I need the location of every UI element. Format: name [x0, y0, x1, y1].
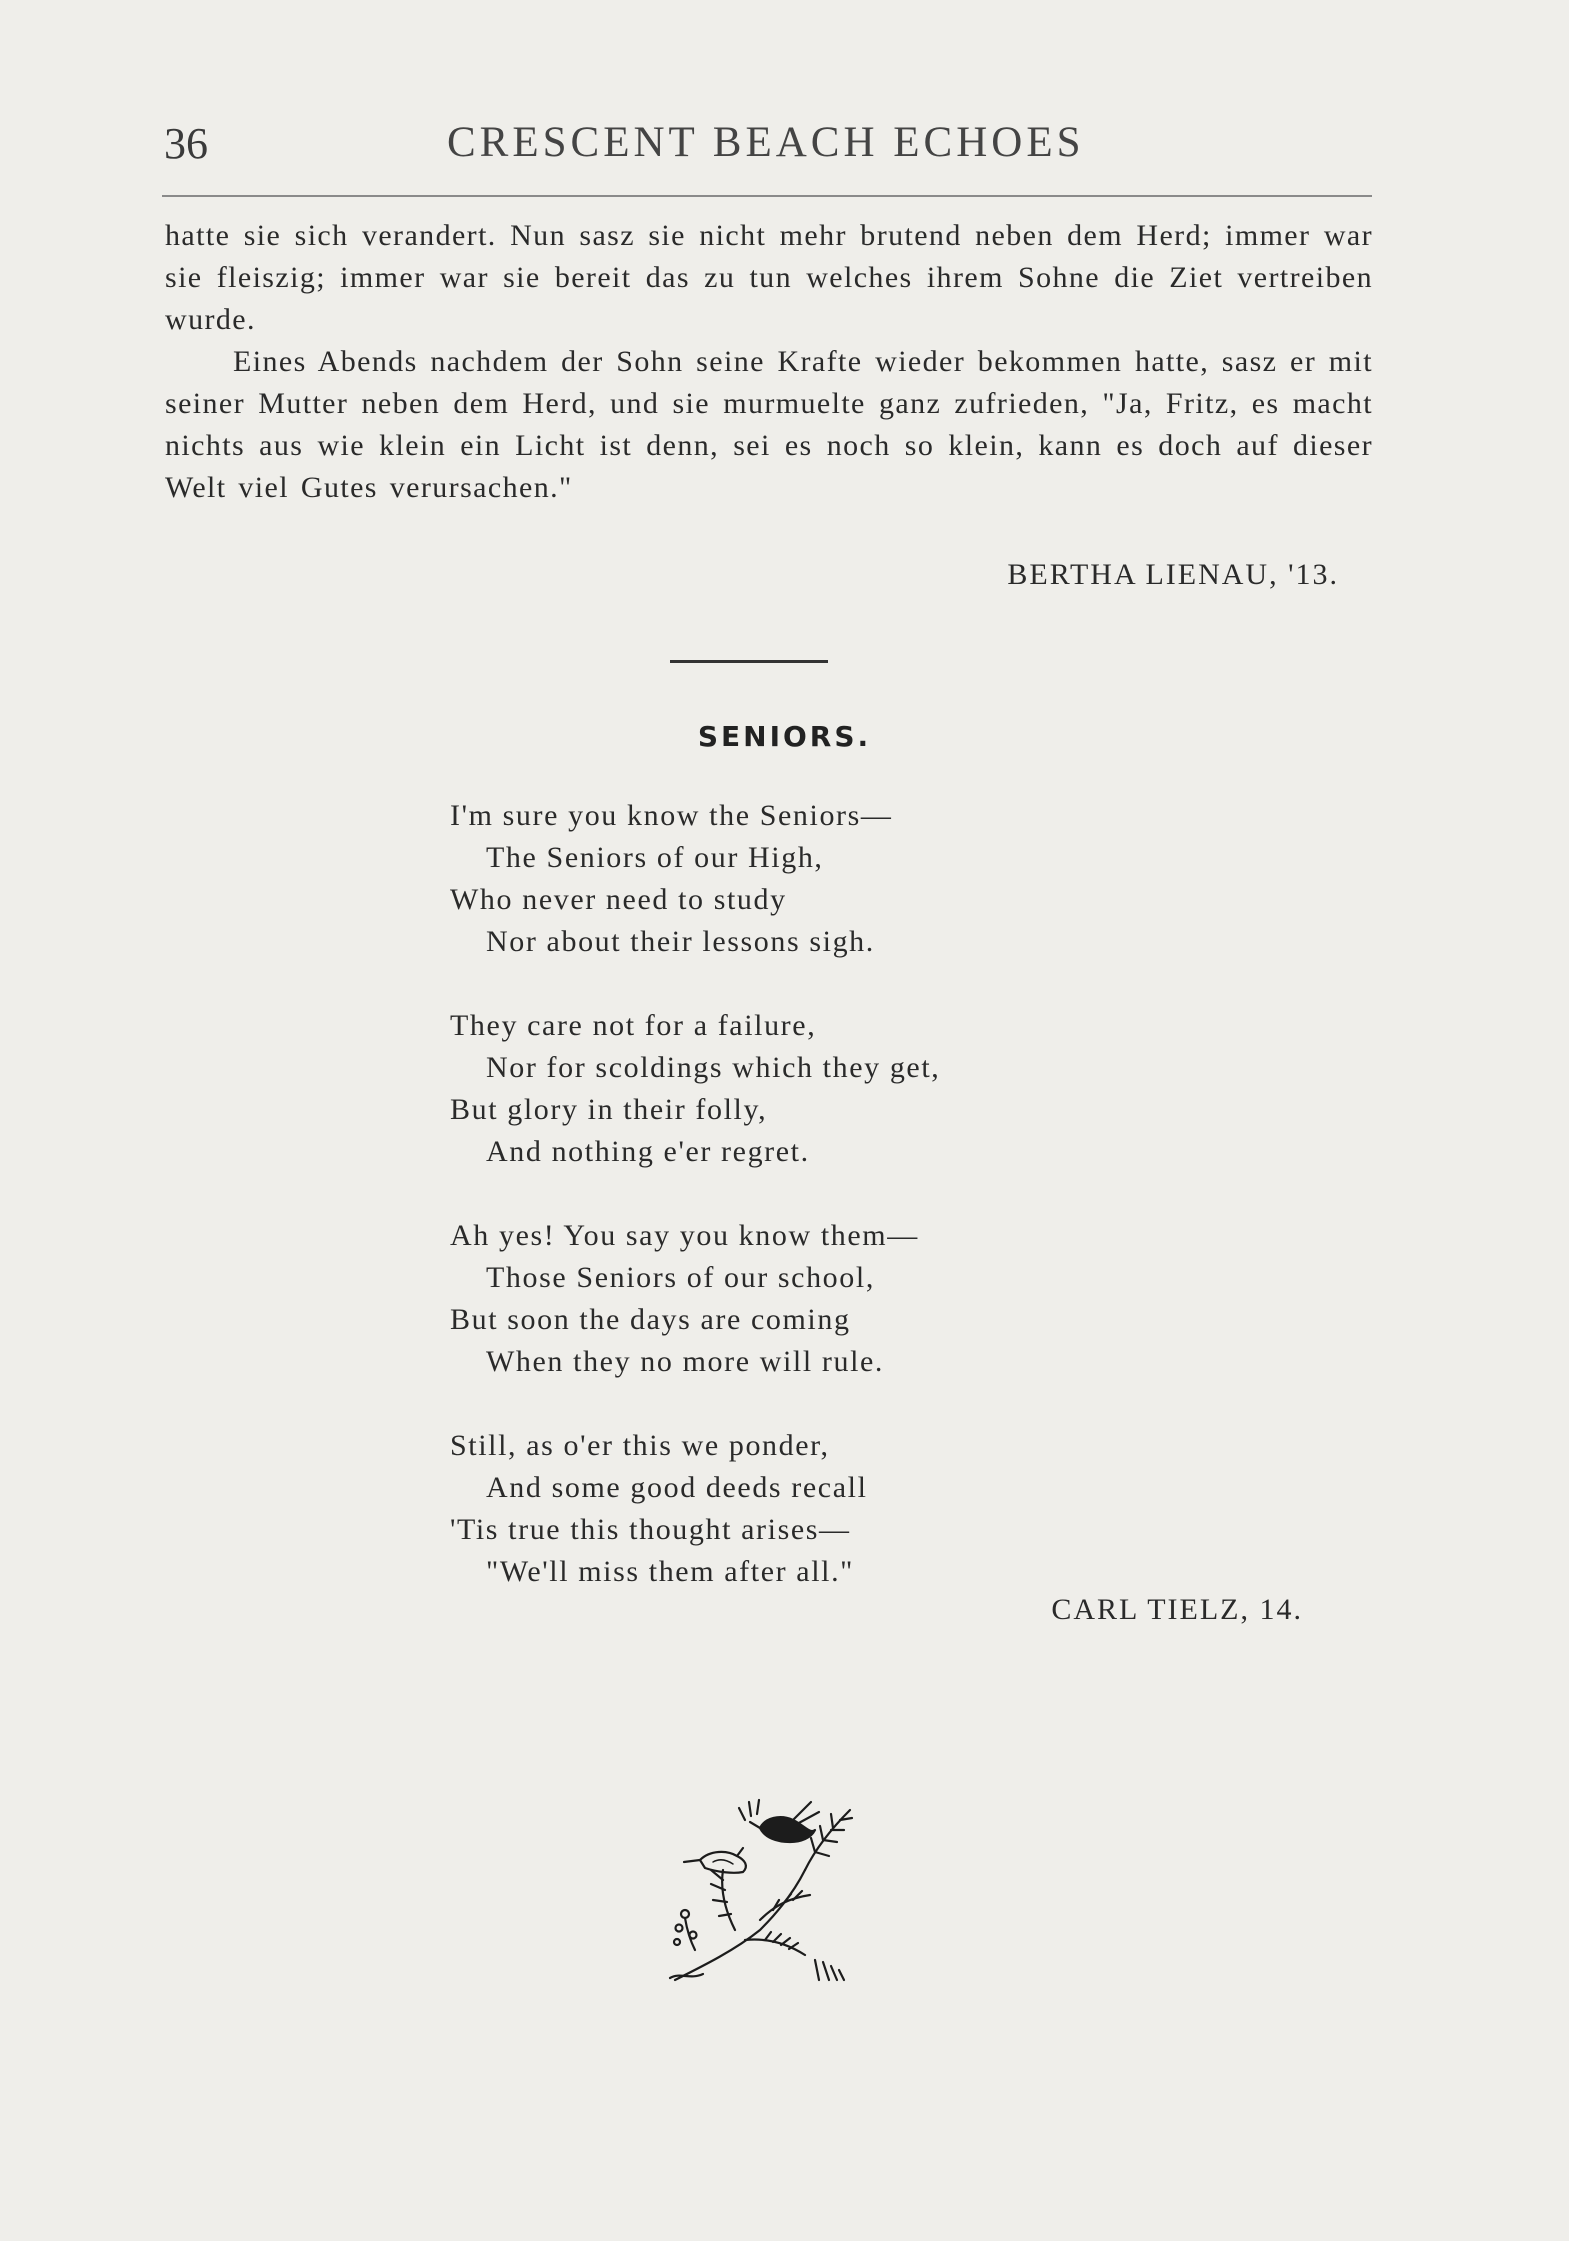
poem-title: SENIORS.: [697, 720, 872, 753]
prose-paragraph-1: hatte sie sich verandert. Nun sasz sie nicht mehr brutend neben dem Herd; immer war sie fleiszig; immer war sie bereit das zu tun welches ihrem Sohne die Ziet vertreiben wurde.: [165, 219, 1373, 336]
page-header: [162, 112, 1372, 172]
prose-author-signature: BERTHA LIENAU, '13.: [1007, 558, 1339, 591]
header-divider: [162, 195, 1372, 197]
prose-paragraph-2: Eines Abends nachdem der Sohn seine Krafte wieder bekommen hatte, sasz er mit seiner Mutter neben dem Herd, und sie murmuelte ganz zufrieden, "Ja, Fritz, es macht nichts aus wie klein ein Licht ist denn, sei es noch so klein, kann es doch auf dieser Welt viel Gutes verursachen.": [165, 345, 1373, 504]
poem-line: Those Seniors of our school,: [486, 1261, 875, 1294]
prose-section: [165, 215, 1373, 509]
poem-line: 'Tis true this thought arises—: [450, 1513, 851, 1546]
poem-line: But soon the days are coming: [450, 1303, 851, 1336]
section-divider: [670, 660, 828, 663]
poem-stanza-4: [450, 1425, 1150, 1593]
poem-line: Nor about their lessons sigh.: [486, 925, 875, 958]
poem-line: Nor for scoldings which they get,: [486, 1051, 941, 1084]
poem-line: The Seniors of our High,: [486, 841, 824, 874]
poem-body: [450, 795, 1150, 1635]
poem-line: Ah yes! You say you know them—: [450, 1219, 919, 1252]
page-number: 36: [164, 119, 208, 168]
poem-line: They care not for a failure,: [450, 1009, 817, 1042]
poem-line: When they no more will rule.: [486, 1345, 885, 1378]
poem-stanza-1: [450, 795, 1150, 963]
poem-line: "We'll miss them after all.": [486, 1555, 855, 1588]
poem-line: Who never need to study: [450, 883, 787, 916]
poem-stanza-2: [450, 1005, 1150, 1173]
running-title: CRESCENT BEACH ECHOES: [447, 119, 1085, 166]
poem-line: But glory in their folly,: [450, 1093, 768, 1126]
poem-stanza-3: [450, 1215, 1150, 1383]
poem-line: And some good deeds recall: [486, 1471, 868, 1504]
poem-line: Still, as o'er this we ponder,: [450, 1429, 830, 1462]
bird-on-branch-ornament-icon: [665, 1790, 875, 1990]
poem-author-signature: CARL TIELZ, 14.: [1051, 1593, 1303, 1626]
poem-line: And nothing e'er regret.: [486, 1135, 810, 1168]
poem-line: I'm sure you know the Seniors—: [450, 799, 893, 832]
